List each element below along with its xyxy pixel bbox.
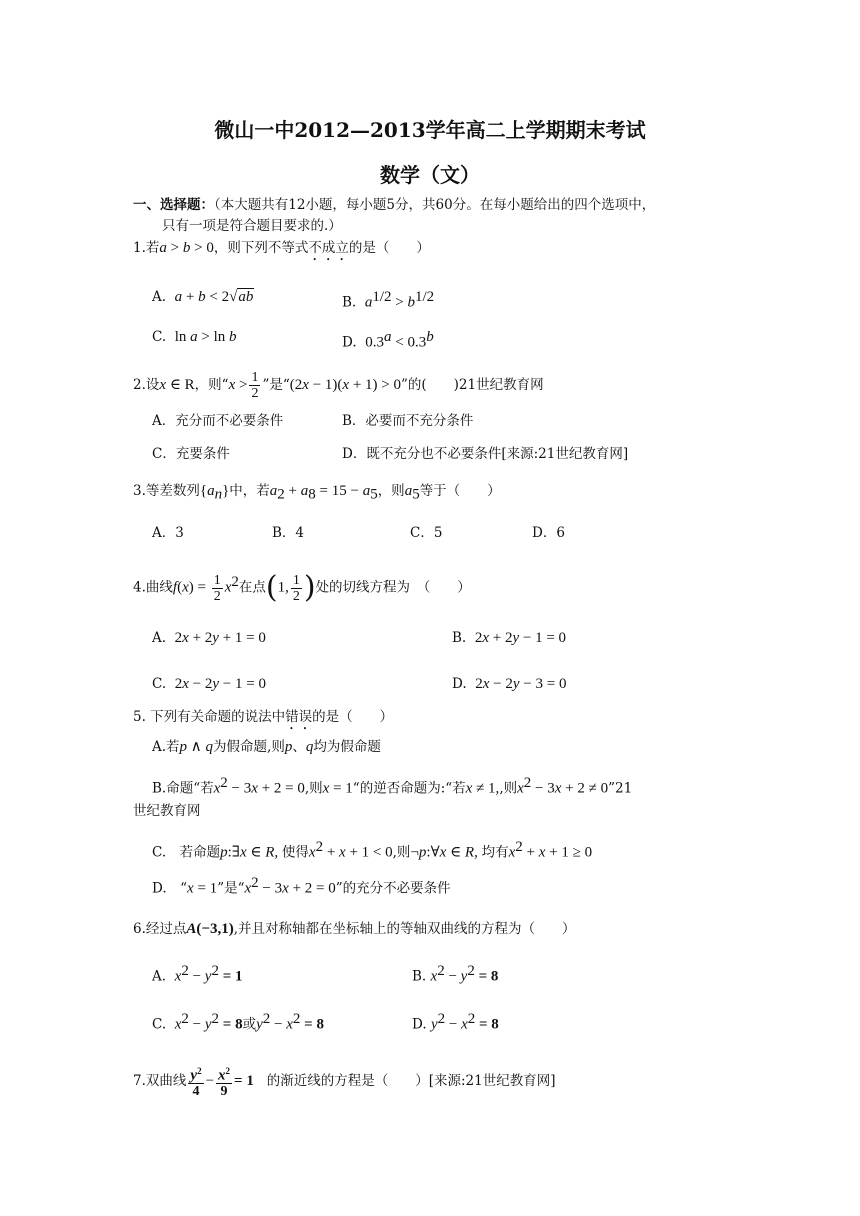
question-3-option-d: D．6 xyxy=(532,525,565,541)
question-6-stem: 6.经过点A(−3,1),并且对称轴都在坐标轴上的等轴双曲线的方程为（ ） xyxy=(133,921,576,937)
question-5-option-b: B.命题“若$x^2 - 3x + 2 = 0$,则x = 1“的逆否命题为:“若x ≠ 1,,则$x^2 - 3x + 2$ ≠ 0”21 xyxy=(152,775,633,797)
question-4-option-b: B. 2x + 2y − 1 = 0 xyxy=(452,630,567,646)
question-3-option-c: C．5 xyxy=(410,525,443,541)
question-4-option-a: A. 2x + 2y + 1 = 0 xyxy=(152,630,266,646)
question-3-stem: 3.等差数列$\{a_n\}$中，若$a_2 + a_8 = 15 - a_5$，则$a_5$等于（ ） xyxy=(133,483,501,503)
question-6-option-c: C. $x^2 - y^2 = 8$或$y^2 - x^2 = 8$ xyxy=(152,1011,324,1033)
question-3-option-b: B．4 xyxy=(272,525,305,541)
exam-title: 微山一中2012—2013学年高二上学期期末考试 xyxy=(214,118,646,142)
section-heading-line xyxy=(133,195,655,215)
emphasis-text: 不成立 xyxy=(308,240,349,256)
emphasis-text: 错误 xyxy=(285,709,313,725)
exam-subtitle: 数学（文） xyxy=(380,163,480,187)
section-desc-1: （本大题共有12小题，每小题5分，共60分。在每小题给出的四个选项中， xyxy=(214,197,656,213)
question-5-option-b-cont: 世纪教育网 xyxy=(133,803,201,819)
question-1-option-b: B. $a^{1/2} > b^{1/2}$ xyxy=(342,289,435,311)
question-2-stem: 2.设x ∈ R，则“x > $\frac{1}{2}$ ”是“(2x − 1)(x + 1) > 0”的( )21世纪教育网 xyxy=(133,370,544,401)
question-6-option-d: D. $y^2 - x^2 = 8$ xyxy=(412,1011,499,1033)
section-desc-2: 只有一项是符合题目要求的.） xyxy=(162,218,342,234)
question-1-option-a: A. a + b < 2√ab xyxy=(152,289,254,305)
question-2-option-c: C．充要条件 xyxy=(152,446,230,462)
question-2-option-b: B．必要而不充分条件 xyxy=(342,413,474,429)
question-4-option-c: C. 2x − 2y − 1 = 0 xyxy=(152,676,266,692)
question-6-option-b: B. $x^2 - y^2 = 8$ xyxy=(412,963,499,985)
question-6-option-a: A. $x^2 - y^2 = 1$ xyxy=(152,963,243,985)
question-5-option-d: D. “x = 1”是“$x^2 - 3x + 2 = 0$”的充分不必要条件 xyxy=(152,875,451,897)
question-2-option-a: A．充分而不必要条件 xyxy=(152,413,284,429)
question-3-option-a: A．3 xyxy=(152,525,184,541)
question-1-option-c: C. ln a > ln b xyxy=(152,329,237,345)
section-heading: 一、选择题： xyxy=(133,197,214,213)
question-2-option-d: D．既不充分也不必要条件[来源:21世纪教育网] xyxy=(342,446,629,462)
question-5-option-c: C. 若命题p:∃x ∈ R, 使得$x^2 + x + 1 < 0$,则¬p:∀x ∈ R, 均有$x^2 + x + 1 \ge 0$ xyxy=(152,839,593,861)
question-1-option-d: D. 0.3$^a$ < 0.3$^b$ xyxy=(342,329,434,351)
question-4-stem: 4.曲线f(x) = $\frac{1}{2}$ $x^2$在点(1, $\frac{1}{2}$ )处的切线方程为 （ ） xyxy=(133,570,471,605)
question-5-option-a: A.若p ∧ q为假命题,则p、q均为假命题 xyxy=(152,739,381,755)
question-1-stem: 1.若a > b > 0，则下列不等式不成立的是（ ） xyxy=(133,240,430,256)
question-5-stem: 5. 下列有关命题的说法中错误的是（ ） xyxy=(133,709,394,725)
question-4-option-d: D. 2x − 2y − 3 = 0 xyxy=(452,676,567,692)
question-7-stem: 7.双曲线 $\frac{y^2}{4}$ − $\frac{x^2}{9}$ = 1 的渐近线的方程是（ ）[来源:21世纪教育网] xyxy=(133,1065,556,1100)
